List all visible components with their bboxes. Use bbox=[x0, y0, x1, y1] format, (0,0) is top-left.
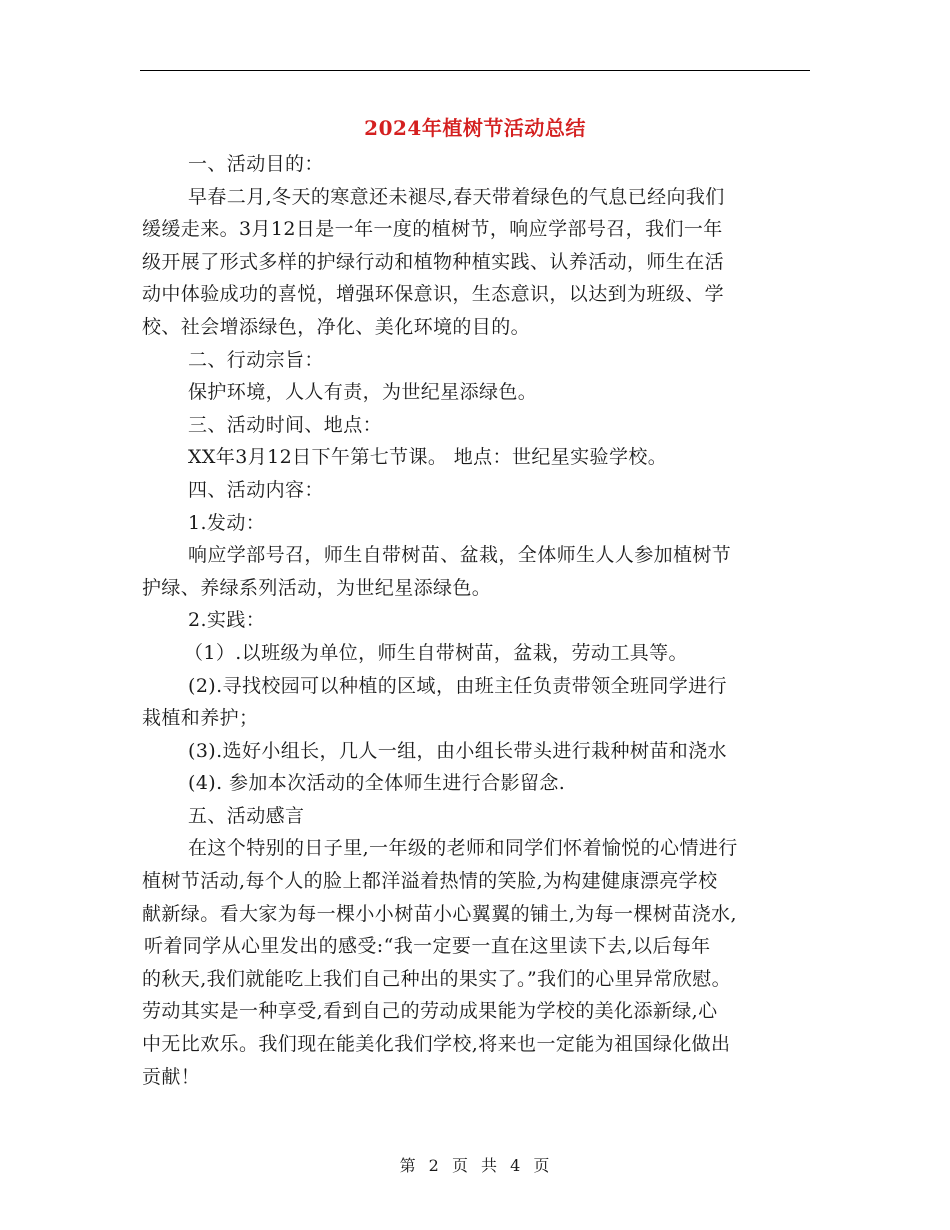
list-item: (2).寻找校园可以种植的区域，由班主任负责带领全班同学进行 bbox=[188, 674, 727, 697]
section-heading-purpose: 一、活动目的： bbox=[188, 153, 324, 175]
subheading-mobilize: 1.发动： bbox=[188, 511, 266, 534]
paragraph-line: 级开展了形式多样的护绿行动和植物种植实践、认养活动，师生在活 bbox=[142, 250, 725, 273]
paragraph-line: XX年3月12日下午第七节课。 地点：世纪星实验学校。 bbox=[188, 446, 668, 469]
page-number: 第 2 页 共 4 页 bbox=[399, 1156, 551, 1175]
header-rule bbox=[140, 70, 810, 71]
section-heading-time-place: 三、活动时间、地点： bbox=[188, 413, 383, 436]
paragraph-line: 缓缓走来。3月12日是一年一度的植树节，响应学部号召，我们一年 bbox=[142, 218, 723, 241]
paragraph-line: 中无比欢乐。我们现在能美化我们学校,将来也一定能为祖国绿化做出 bbox=[142, 1033, 731, 1056]
paragraph-line: 植树节活动,每个人的脸上都洋溢着热情的笑脸,为构建健康漂亮学校 bbox=[142, 870, 718, 893]
paragraph-line: 听着同学从心里发出的感受:“我一定要一直在这里读下去,以后每年 bbox=[144, 935, 711, 958]
section-heading-content: 四、活动内容： bbox=[188, 478, 324, 501]
list-item: (4). 参加本次活动的全体师生进行合影留念. bbox=[188, 772, 566, 795]
section-heading-aim: 二、行动宗旨： bbox=[188, 348, 324, 371]
paragraph-line: 劳动其实是一种享受,看到自己的劳动成果能为学校的美化添新绿,心 bbox=[142, 1000, 718, 1023]
paragraph-line: 贡献！ bbox=[142, 1065, 201, 1088]
paragraph-line: 献新绿。看大家为每一棵小小树苗小心翼翼的铺土,为每一棵树苗浇水, bbox=[142, 902, 737, 925]
section-heading-reflection: 五、活动感言 bbox=[188, 804, 305, 827]
paragraph-line: 响应学部号召，师生自带树苗、盆栽，全体师生人人参加植树节 bbox=[188, 544, 732, 567]
list-item: （1）.以班级为单位，师生自带树苗，盆栽，劳动工具等。 bbox=[184, 641, 688, 664]
document-body bbox=[142, 148, 810, 1093]
paragraph-line: 护绿、养绿系列活动，为世纪星添绿色。 bbox=[142, 576, 492, 599]
paragraph-line: 校、社会增添绿色，净化、美化环境的目的。 bbox=[142, 315, 531, 338]
paragraph-line: 栽植和养护； bbox=[142, 707, 259, 730]
paragraph-line: 动中体验成功的喜悦，增强环保意识，生态意识，以达到为班级、学 bbox=[142, 283, 725, 306]
document-title: 2024年植树节活动总结 bbox=[364, 116, 586, 140]
paragraph-line: 保护环境，人人有责，为世纪星添绿色。 bbox=[188, 381, 538, 404]
list-item: (3).选好小组长，几人一组，由小组长带头进行栽种树苗和浇水 bbox=[188, 739, 727, 762]
paragraph-line: 在这个特别的日子里,一年级的老师和同学们怀着愉悦的心情进行 bbox=[188, 837, 738, 860]
paragraph-line: 的秋天,我们就能吃上我们自己种出的果实了。”我们的心里异常欣慰。 bbox=[142, 967, 732, 990]
paragraph-line: 早春二月,冬天的寒意还未褪尽,春天带着绿色的气息已经向我们 bbox=[188, 185, 725, 208]
subheading-practice: 2.实践： bbox=[188, 609, 266, 632]
